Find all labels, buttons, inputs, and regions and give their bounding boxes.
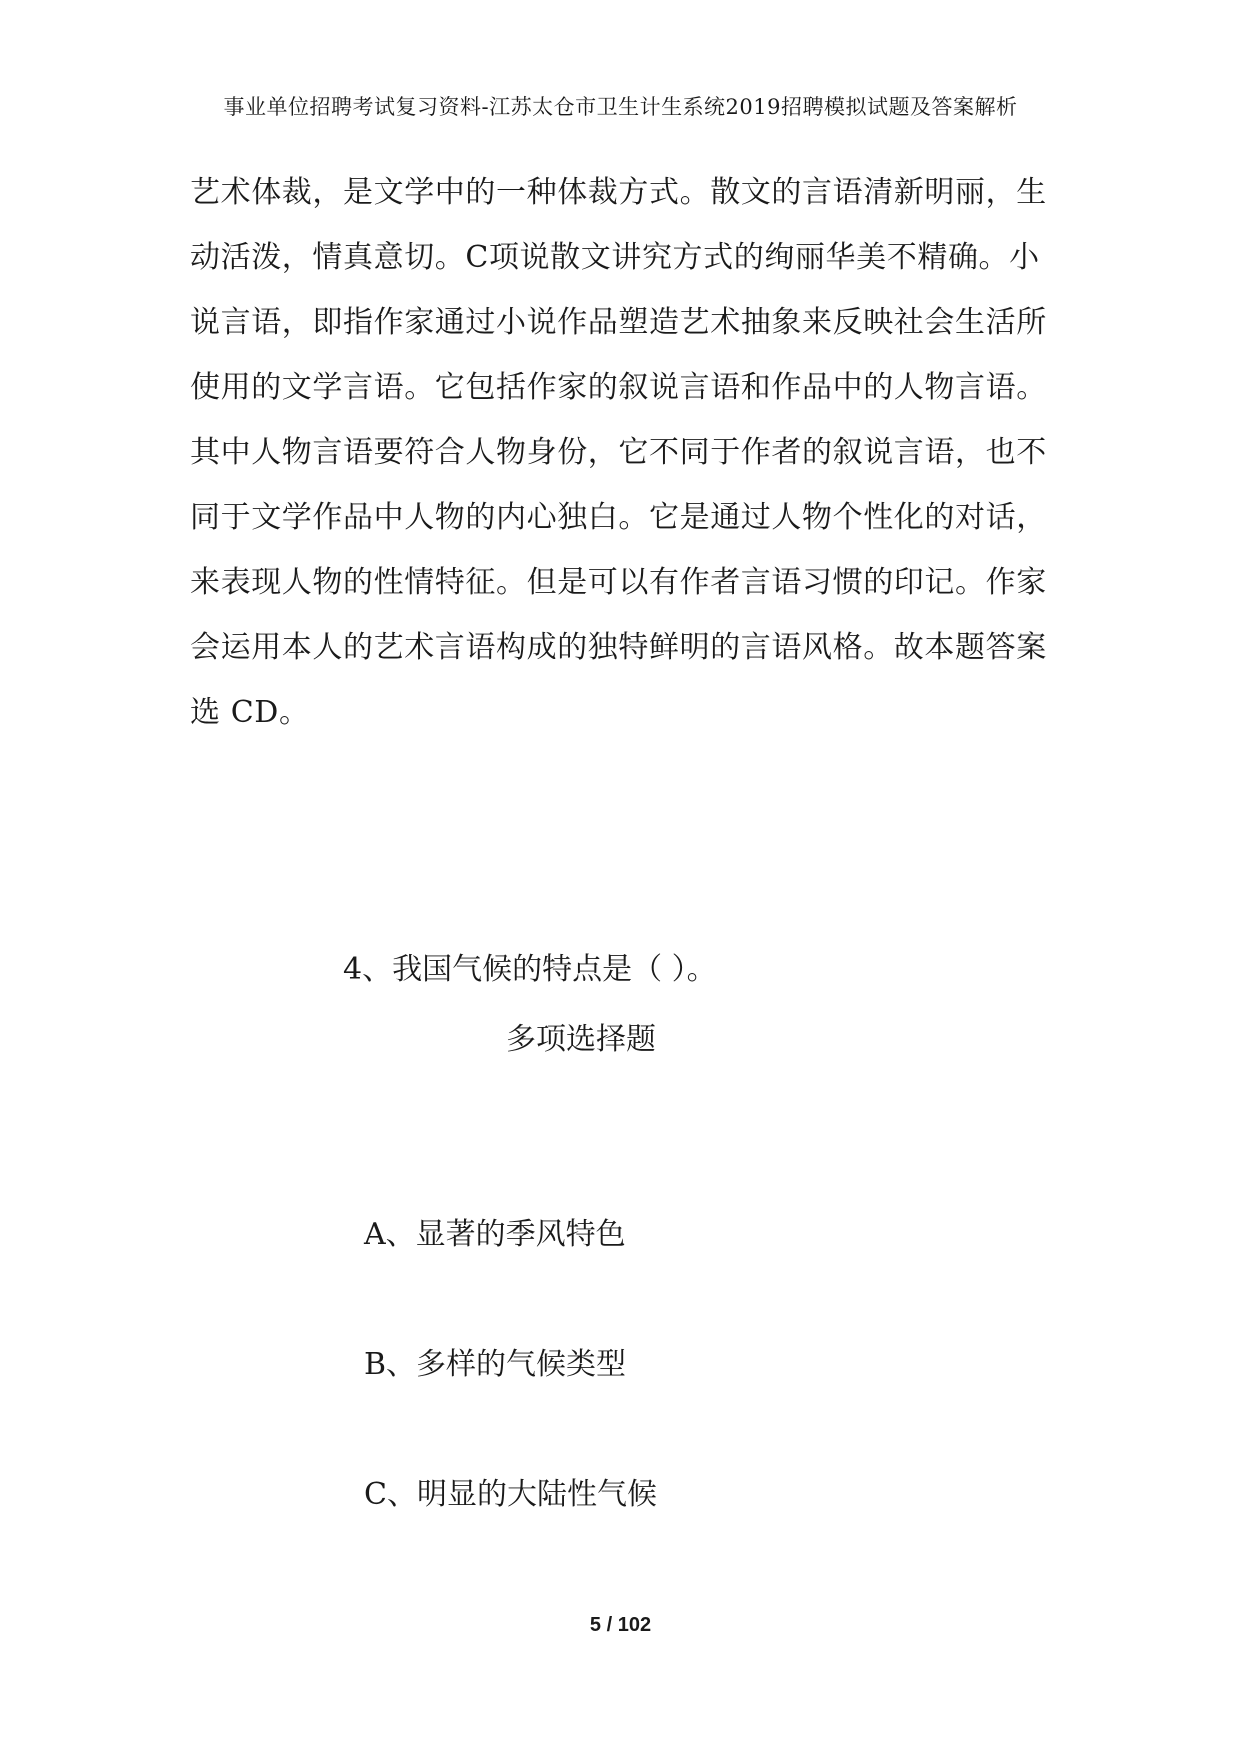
option-c: C、明显的大陆性气候	[364, 1477, 657, 1512]
body-line: 选 CD。	[190, 695, 310, 730]
page-number: 5 / 102	[589, 1614, 652, 1636]
body-line: 同于文学作品中人物的内心独白。它是通过人物个性化的对话，	[190, 500, 1047, 535]
body-line: 动活泼，情真意切。C项说散文讲究方式的绚丽华美不精确。小	[190, 240, 1040, 275]
question-stem: 4、我国气候的特点是（ ）。	[343, 952, 717, 987]
body-line: 说言语，即指作家通过小说作品塑造艺术抽象来反映社会生活所	[190, 305, 1047, 340]
body-line: 其中人物言语要符合人物身份，它不同于作者的叙说言语，也不	[190, 435, 1047, 470]
body-line: 艺术体裁，是文学中的一种体裁方式。散文的言语清新明丽，生	[190, 175, 1047, 210]
answer-explanation	[190, 160, 1080, 745]
page-header: 事业单位招聘考试复习资料-江苏太仓市卫生计生系统2019招聘模拟试题及答案解析	[223, 95, 1018, 119]
body-line: 来表现人物的性情特征。但是可以有作者言语习惯的印记。作家	[190, 565, 1047, 600]
body-line: 会运用本人的艺术言语构成的独特鲜明的言语风格。故本题答案	[190, 630, 1047, 665]
question-type: 多项选择题	[506, 1022, 656, 1057]
option-a: A、显著的季风特色	[364, 1217, 626, 1252]
option-b: B、多样的气候类型	[364, 1347, 627, 1382]
body-line: 使用的文学言语。它包括作家的叙说言语和作品中的人物言语。	[190, 370, 1047, 405]
